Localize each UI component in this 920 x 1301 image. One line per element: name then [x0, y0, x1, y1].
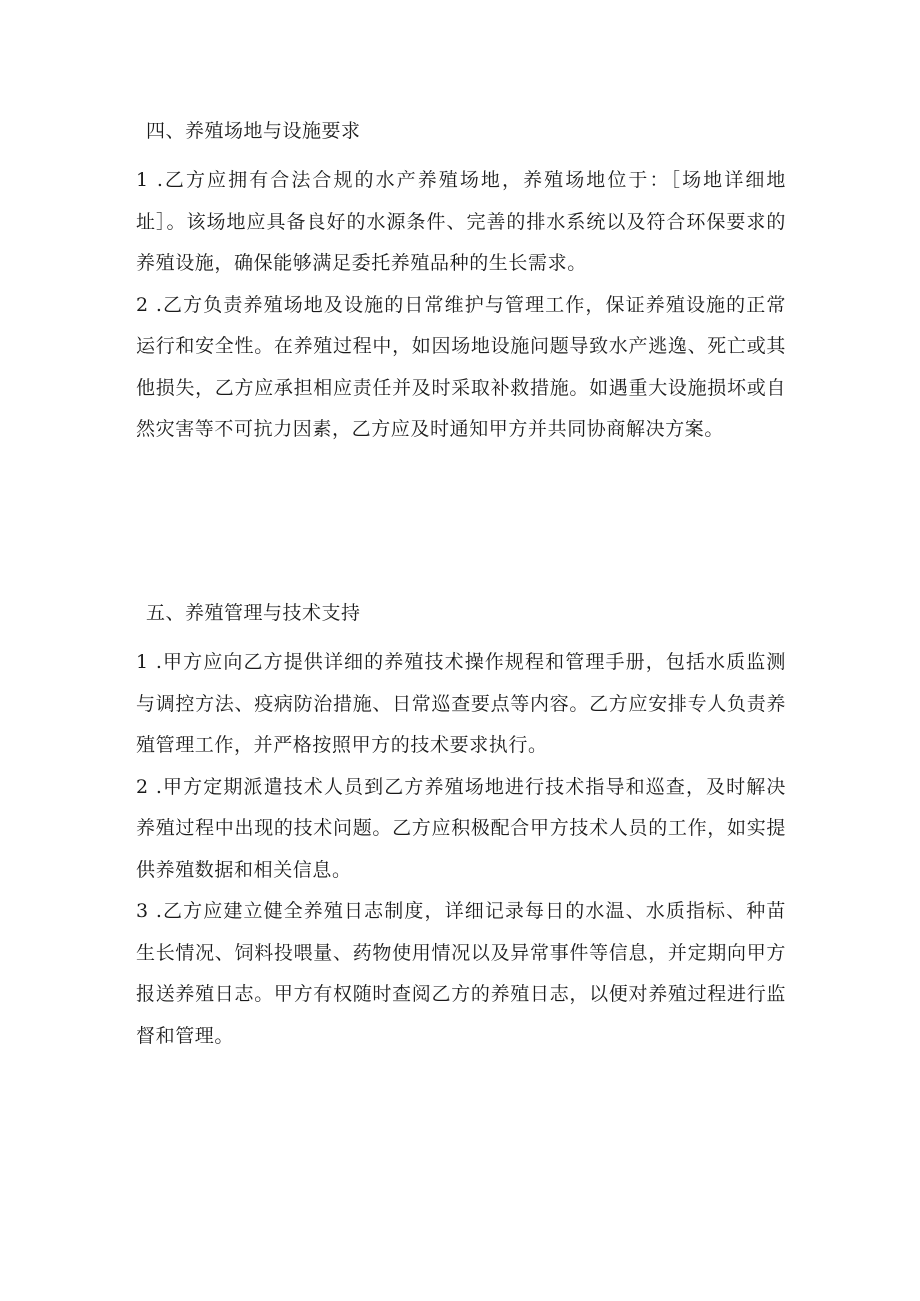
clause-paragraph [136, 285, 786, 451]
section-heading: 四、养殖场地与设施要求 [146, 120, 361, 142]
clause-number: 3 [136, 900, 149, 922]
section-site-facilities [136, 116, 786, 451]
clause-number: 1 [136, 651, 149, 673]
section-heading: 五、养殖管理与技术支持 [146, 602, 361, 624]
clause-paragraph [136, 767, 786, 892]
clause-number: 2 [136, 775, 149, 798]
clause-text: .乙方应建立健全养殖日志制度，详细记录每日的水温、水质指标、种苗生长情况、饲料投喂量、药物使用情况以及异常事件等信息，并定期向甲方报送养殖日志。甲方有权随时查阅乙方的养殖日志，以便对养殖过程进行监督和管理。 [136, 900, 786, 1047]
clause-number: 1 [136, 169, 149, 191]
clause-number: 2 [136, 293, 149, 316]
clause-text: .乙方负责养殖场地及设施的日常维护与管理工作，保证养殖设施的正常运行和安全性。在养殖过程中，如因场地设施问题导致水产逃逸、死亡或其他损失，乙方应承担相应责任并及时采取补救措施。如遇重大设施损坏或自然灾害等不可抗力因素，乙方应及时通知甲方并共同协商解决方案。 [136, 293, 786, 440]
clause-text: .甲方定期派遣技术人员到乙方养殖场地进行技术指导和巡查，及时解决养殖过程中出现的技术问题。乙方应积极配合甲方技术人员的工作，如实提供养殖数据和相关信息。 [136, 775, 786, 881]
clause-text: .乙方应拥有合法合规的水产养殖场地，养殖场地位于：［场地详细地址］。该场地应具备良好的水源条件、完善的排水系统以及符合环保要求的养殖设施，确保能够满足委托养殖品种的生长需求。 [136, 169, 786, 274]
clause-paragraph [136, 642, 786, 767]
clause-text: .甲方应向乙方提供详细的养殖技术操作规程和管理手册，包括水质监测与调控方法、疫病防治措施、日常巡查要点等内容。乙方应安排专人负责养殖管理工作，并严格按照甲方的技术要求执行。 [136, 651, 786, 756]
clause-paragraph [136, 160, 786, 285]
section-management-support [136, 598, 786, 1057]
clause-paragraph [136, 891, 786, 1057]
